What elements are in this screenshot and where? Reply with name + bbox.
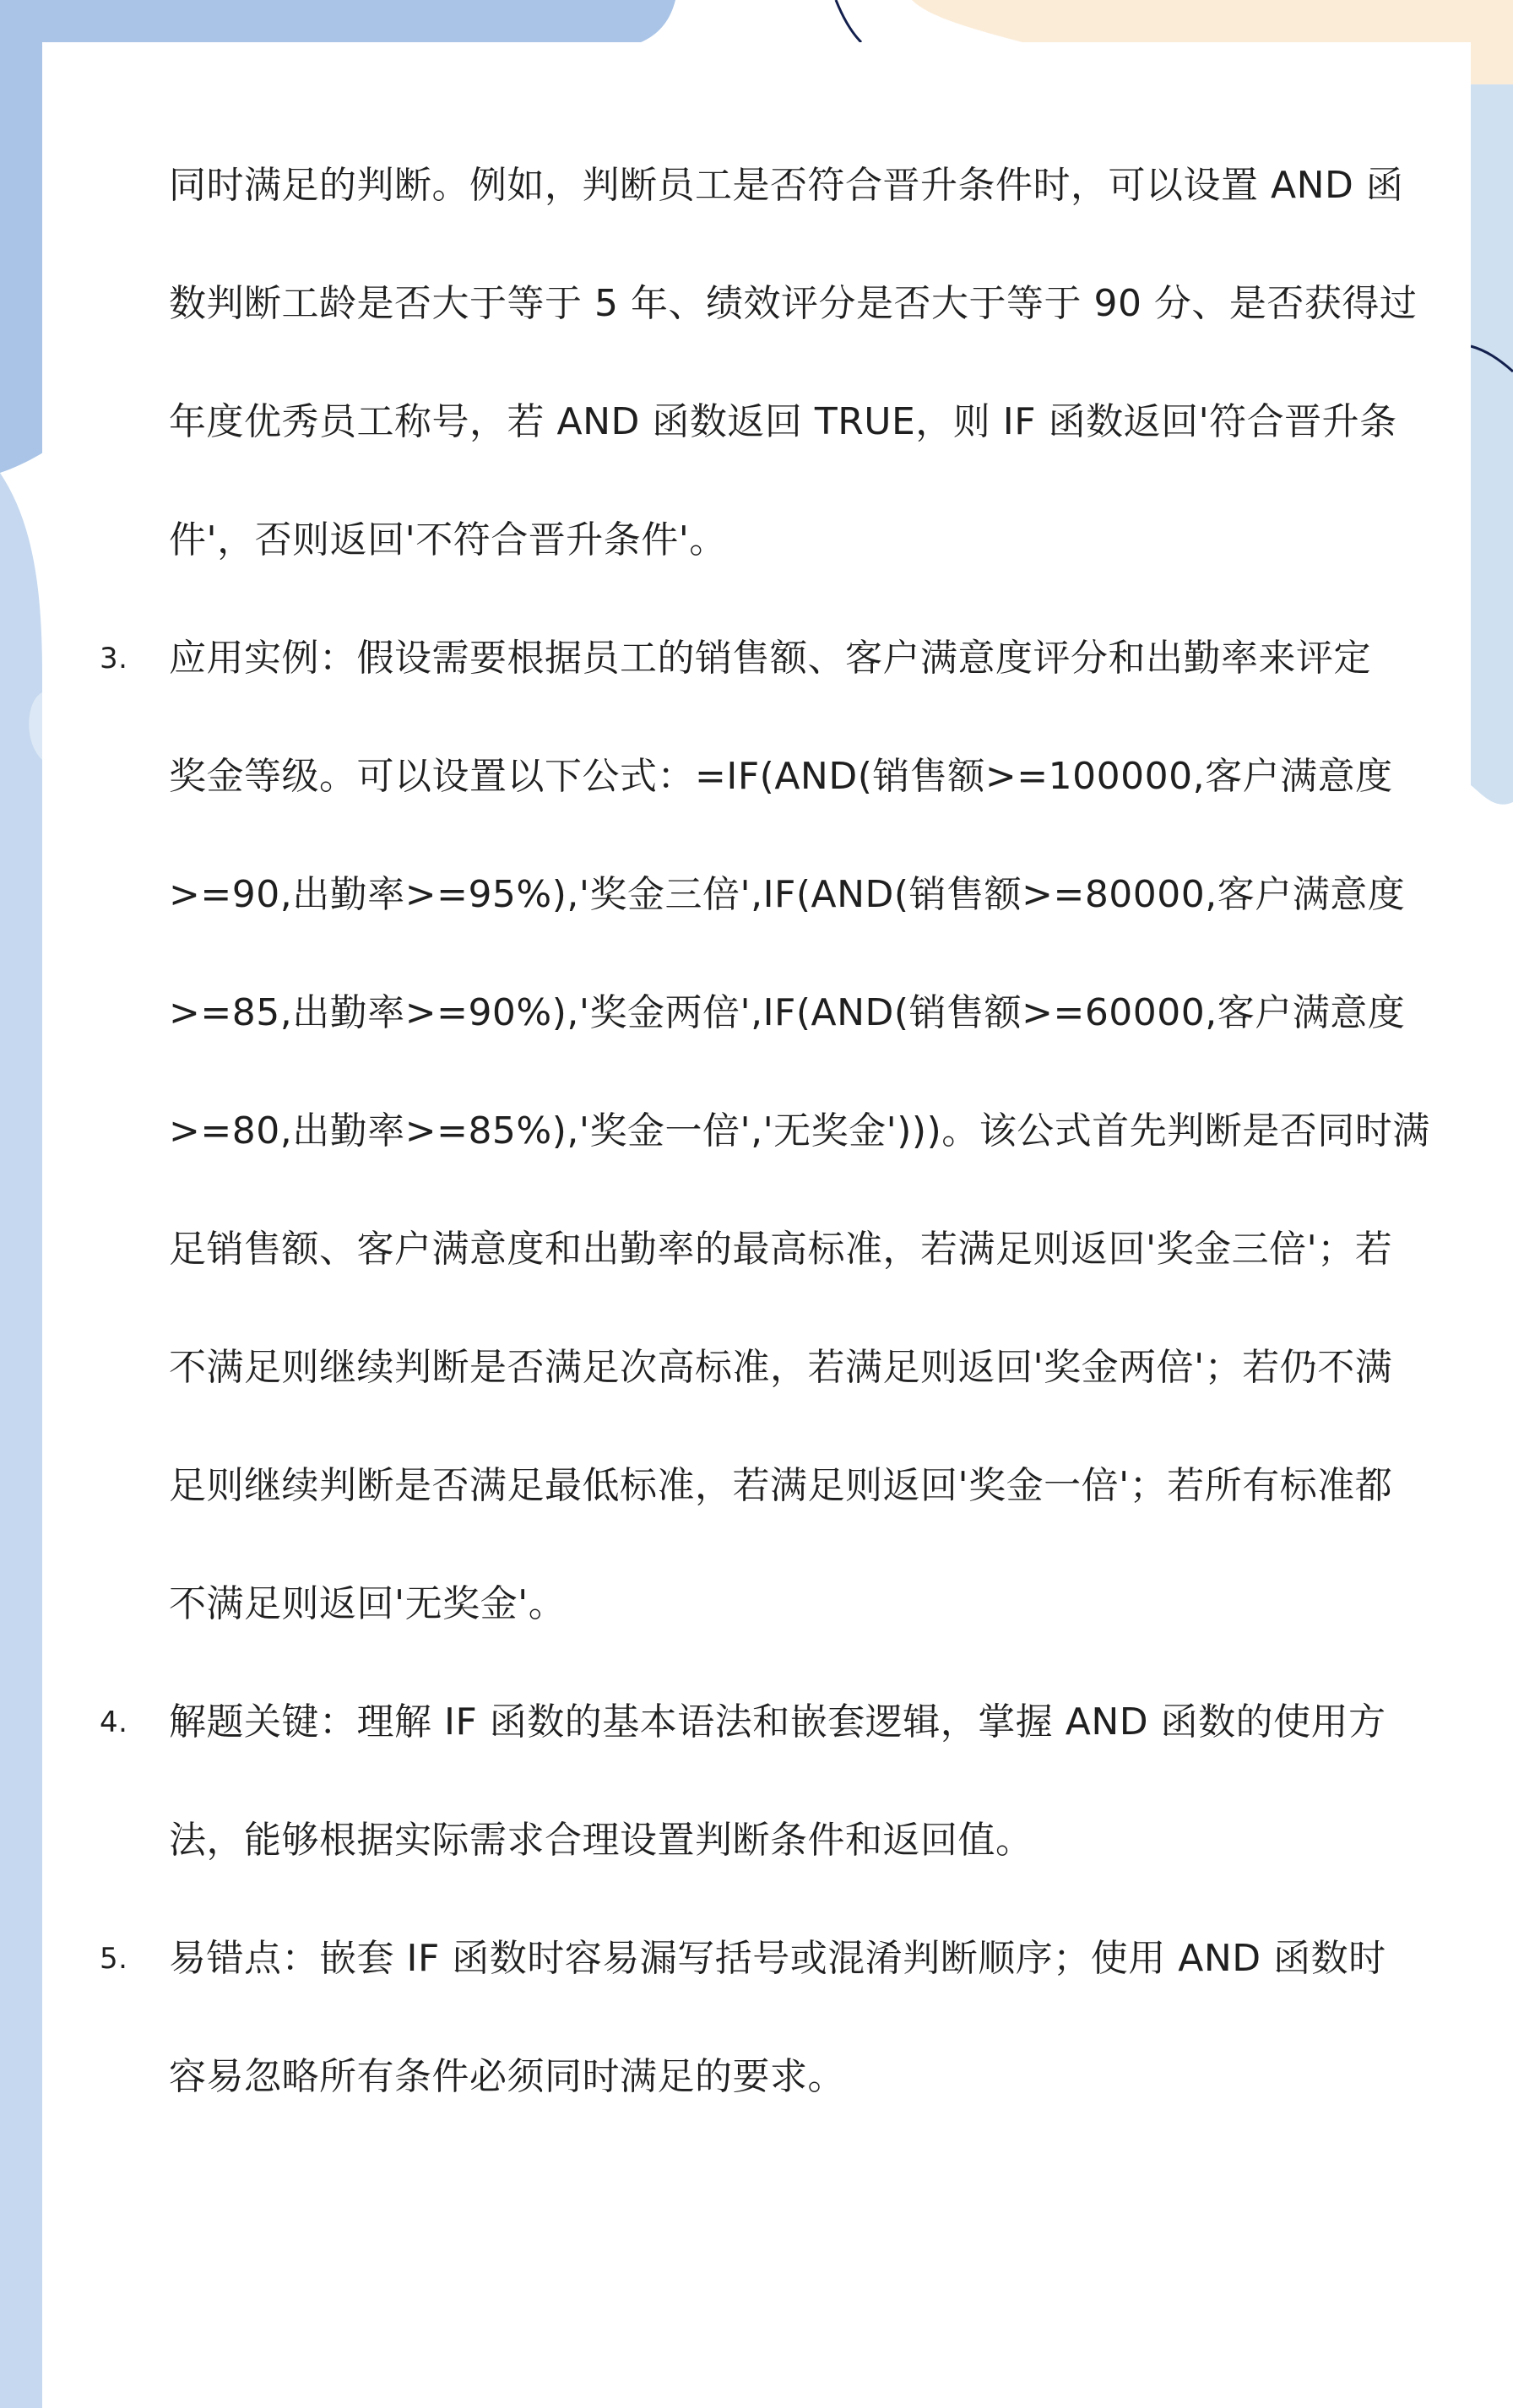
text-line: 奖金等级。可以设置以下公式：=IF(AND(销售额>=100000,客户满意度 [169, 755, 1393, 798]
blue-edge-left [0, 473, 42, 2408]
text-line: >=90,出勤率>=95%),'奖金三倍',IF(AND(销售额>=80000,客户满意度 [169, 873, 1406, 916]
text-line: 易错点：嵌套 IF 函数时容易漏写括号或混淆判断顺序；使用 AND 函数时 [169, 1937, 1386, 1980]
list-item-4 [100, 1663, 1418, 1900]
document-content [100, 127, 1430, 2136]
text-line: 足销售额、客户满意度和出勤率的最高标准，若满足则返回'奖金三倍'；若 [169, 1228, 1393, 1271]
text-line: 数判断工龄是否大于等于 5 年、绩效评分是否大于等于 90 分、是否获得过 [169, 282, 1418, 325]
text-line: 法，能够根据实际需求合理设置判断条件和返回值。 [169, 1819, 1033, 1862]
navy-curve-top [836, 0, 861, 42]
intro-paragraph [169, 127, 1418, 599]
text-line: 件'，否则返回'不符合晋升条件'。 [169, 518, 727, 561]
text-line: >=85,出勤率>=90%),'奖金两倍',IF(AND(销售额>=60000,客户满意度 [169, 991, 1406, 1034]
text-line: 解题关键：理解 IF 函数的基本语法和嵌套逻辑，掌握 AND 函数的使用方 [169, 1700, 1386, 1744]
text-line: 同时满足的判断。例如，判断员工是否符合晋升条件时，可以设置 AND 函 [169, 164, 1404, 207]
list-item-5 [100, 1900, 1418, 2136]
text-line: 不满足则继续判断是否满足次高标准，若满足则返回'奖金两倍'；若仍不满 [169, 1346, 1393, 1389]
list-number: 3. [100, 642, 128, 675]
text-line: 足则继续判断是否满足最低标准，若满足则返回'奖金一倍'；若所有标准都 [169, 1464, 1393, 1507]
text-line: 容易忽略所有条件必须同时满足的要求。 [169, 2055, 845, 2098]
list-item-3 [100, 599, 1430, 1663]
list-number: 5. [100, 1942, 128, 1976]
text-line: 不满足则返回'无奖金'。 [169, 1582, 567, 1625]
text-line: >=80,出勤率>=85%),'奖金一倍','无奖金')))。该公式首先判断是否同时满 [169, 1109, 1430, 1152]
text-line: 应用实例：假设需要根据员工的销售额、客户满意度评分和出勤率来评定 [169, 637, 1371, 680]
blue-blob-right [1471, 84, 1513, 805]
list-number: 4. [100, 1706, 128, 1739]
text-line: 年度优秀员工称号，若 AND 函数返回 TRUE，则 IF 函数返回'符合晋升条 [169, 400, 1397, 443]
